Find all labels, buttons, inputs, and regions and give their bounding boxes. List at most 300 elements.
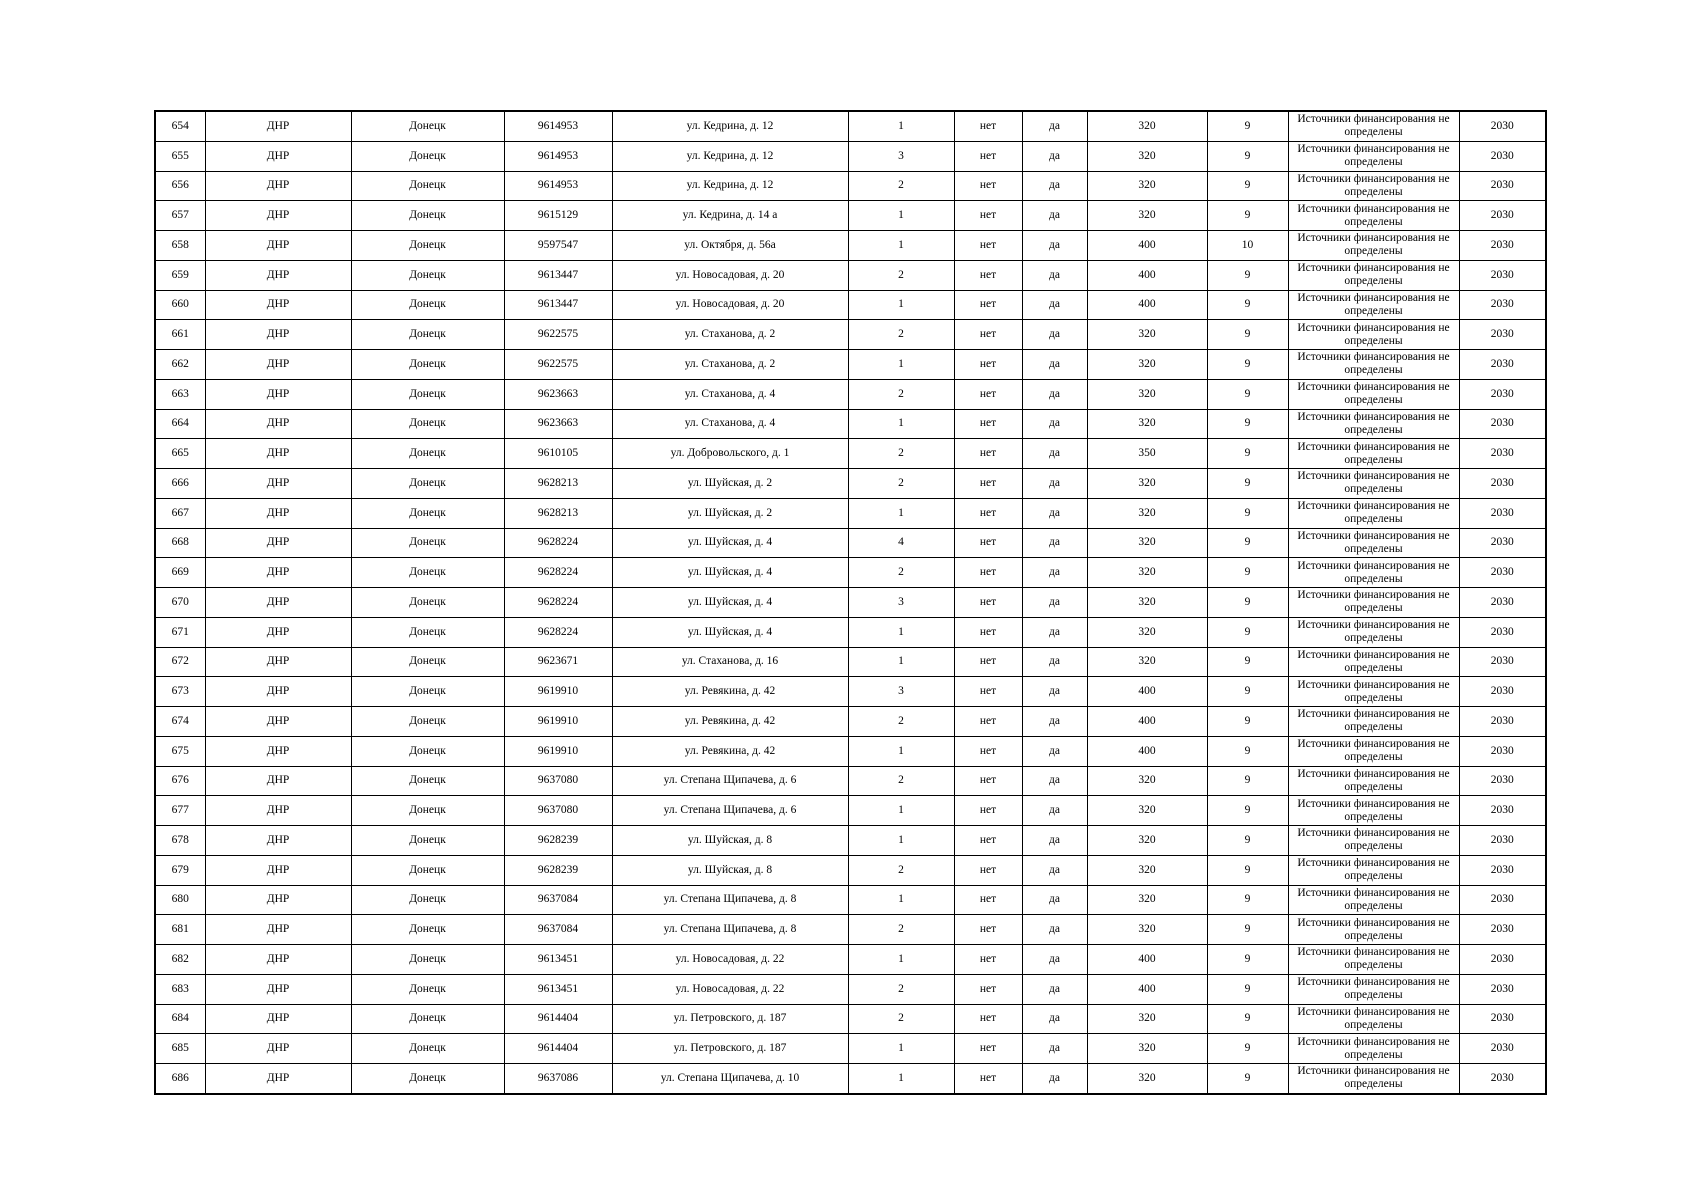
cell-row-number: 662: [155, 350, 205, 380]
table-row: [155, 260, 1546, 290]
cell-city: Донецк: [351, 1004, 504, 1034]
cell-value-9: 400: [1087, 707, 1207, 737]
cell-funding-source: Источники финансирования не определены: [1288, 1064, 1459, 1094]
cell-floors: 9: [1207, 826, 1288, 856]
cell-entrance: 1: [848, 885, 954, 915]
cell-field-8: да: [1022, 260, 1087, 290]
cell-year: 2030: [1459, 528, 1546, 558]
cell-entrance: 2: [848, 707, 954, 737]
cell-object-code: 9614404: [504, 1034, 612, 1064]
cell-year: 2030: [1459, 707, 1546, 737]
cell-object-code: 9597547: [504, 231, 612, 261]
cell-year: 2030: [1459, 379, 1546, 409]
table-row: [155, 1004, 1546, 1034]
cell-region: ДНР: [205, 1034, 351, 1064]
cell-city: Донецк: [351, 945, 504, 975]
cell-value-9: 320: [1087, 915, 1207, 945]
cell-region: ДНР: [205, 469, 351, 499]
cell-value-9: 320: [1087, 1064, 1207, 1094]
cell-object-code: 9637084: [504, 885, 612, 915]
cell-floors: 9: [1207, 141, 1288, 171]
table-row: [155, 855, 1546, 885]
cell-city: Донецк: [351, 647, 504, 677]
table-row: [155, 796, 1546, 826]
cell-value-9: 320: [1087, 617, 1207, 647]
cell-floors: 9: [1207, 796, 1288, 826]
cell-object-code: 9613451: [504, 945, 612, 975]
table-row: [155, 617, 1546, 647]
cell-funding-source: Источники финансирования не определены: [1288, 588, 1459, 618]
cell-address: ул. Добровольского, д. 1: [612, 439, 848, 469]
cell-year: 2030: [1459, 796, 1546, 826]
cell-row-number: 680: [155, 885, 205, 915]
cell-city: Донецк: [351, 588, 504, 618]
cell-region: ДНР: [205, 379, 351, 409]
cell-funding-source: Источники финансирования не определены: [1288, 885, 1459, 915]
cell-field-7: нет: [954, 945, 1022, 975]
cell-entrance: 1: [848, 231, 954, 261]
cell-field-7: нет: [954, 409, 1022, 439]
table-row: [155, 231, 1546, 261]
cell-value-9: 320: [1087, 588, 1207, 618]
cell-row-number: 681: [155, 915, 205, 945]
cell-field-7: нет: [954, 766, 1022, 796]
table-row: [155, 201, 1546, 231]
cell-entrance: 2: [848, 260, 954, 290]
cell-city: Донецк: [351, 320, 504, 350]
cell-city: Донецк: [351, 766, 504, 796]
cell-address: ул. Стаханова, д. 2: [612, 350, 848, 380]
cell-address: ул. Степана Щипачева, д. 8: [612, 885, 848, 915]
table-row: [155, 409, 1546, 439]
cell-region: ДНР: [205, 528, 351, 558]
cell-entrance: 1: [848, 201, 954, 231]
table-row: [155, 469, 1546, 499]
cell-entrance: 2: [848, 469, 954, 499]
cell-object-code: 9628239: [504, 826, 612, 856]
table-body: [155, 111, 1546, 1094]
cell-entrance: 2: [848, 855, 954, 885]
cell-row-number: 678: [155, 826, 205, 856]
cell-field-7: нет: [954, 350, 1022, 380]
cell-object-code: 9628224: [504, 588, 612, 618]
cell-year: 2030: [1459, 974, 1546, 1004]
cell-field-7: нет: [954, 439, 1022, 469]
cell-region: ДНР: [205, 588, 351, 618]
cell-year: 2030: [1459, 826, 1546, 856]
cell-region: ДНР: [205, 945, 351, 975]
cell-row-number: 683: [155, 974, 205, 1004]
cell-value-9: 320: [1087, 469, 1207, 499]
cell-region: ДНР: [205, 409, 351, 439]
cell-city: Донецк: [351, 796, 504, 826]
cell-city: Донецк: [351, 171, 504, 201]
cell-floors: 9: [1207, 320, 1288, 350]
cell-address: ул. Шуйская, д. 8: [612, 826, 848, 856]
cell-field-8: да: [1022, 439, 1087, 469]
cell-address: ул. Стаханова, д. 4: [612, 379, 848, 409]
cell-city: Донецк: [351, 260, 504, 290]
cell-floors: 10: [1207, 231, 1288, 261]
cell-region: ДНР: [205, 974, 351, 1004]
table-row: [155, 945, 1546, 975]
cell-address: ул. Степана Щипачева, д. 10: [612, 1064, 848, 1094]
cell-field-8: да: [1022, 736, 1087, 766]
cell-field-7: нет: [954, 379, 1022, 409]
cell-address: ул. Новосадовая, д. 20: [612, 290, 848, 320]
cell-address: ул. Новосадовая, д. 22: [612, 974, 848, 1004]
table-row: [155, 498, 1546, 528]
cell-field-8: да: [1022, 141, 1087, 171]
cell-row-number: 685: [155, 1034, 205, 1064]
cell-funding-source: Источники финансирования не определены: [1288, 111, 1459, 141]
cell-field-8: да: [1022, 707, 1087, 737]
cell-address: ул. Новосадовая, д. 22: [612, 945, 848, 975]
cell-funding-source: Источники финансирования не определены: [1288, 141, 1459, 171]
cell-field-8: да: [1022, 885, 1087, 915]
cell-value-9: 400: [1087, 290, 1207, 320]
cell-city: Донецк: [351, 974, 504, 1004]
cell-floors: 9: [1207, 379, 1288, 409]
cell-city: Донецк: [351, 409, 504, 439]
cell-object-code: 9619910: [504, 736, 612, 766]
cell-value-9: 400: [1087, 260, 1207, 290]
cell-year: 2030: [1459, 885, 1546, 915]
cell-entrance: 2: [848, 439, 954, 469]
cell-year: 2030: [1459, 201, 1546, 231]
cell-value-9: 320: [1087, 766, 1207, 796]
cell-field-7: нет: [954, 736, 1022, 766]
cell-region: ДНР: [205, 201, 351, 231]
cell-funding-source: Источники финансирования не определены: [1288, 201, 1459, 231]
cell-address: ул. Петровского, д. 187: [612, 1034, 848, 1064]
cell-entrance: 1: [848, 736, 954, 766]
cell-city: Донецк: [351, 1034, 504, 1064]
cell-field-7: нет: [954, 320, 1022, 350]
cell-year: 2030: [1459, 320, 1546, 350]
cell-region: ДНР: [205, 320, 351, 350]
cell-field-7: нет: [954, 171, 1022, 201]
cell-row-number: 663: [155, 379, 205, 409]
cell-city: Донецк: [351, 855, 504, 885]
cell-row-number: 664: [155, 409, 205, 439]
cell-region: ДНР: [205, 796, 351, 826]
cell-object-code: 9613447: [504, 290, 612, 320]
cell-entrance: 2: [848, 558, 954, 588]
cell-funding-source: Источники финансирования не определены: [1288, 498, 1459, 528]
cell-row-number: 669: [155, 558, 205, 588]
cell-row-number: 657: [155, 201, 205, 231]
cell-field-7: нет: [954, 1064, 1022, 1094]
cell-floors: 9: [1207, 617, 1288, 647]
cell-city: Донецк: [351, 1064, 504, 1094]
cell-value-9: 320: [1087, 885, 1207, 915]
cell-entrance: 1: [848, 647, 954, 677]
cell-row-number: 675: [155, 736, 205, 766]
cell-value-9: 320: [1087, 171, 1207, 201]
cell-row-number: 666: [155, 469, 205, 499]
cell-object-code: 9623671: [504, 647, 612, 677]
cell-year: 2030: [1459, 766, 1546, 796]
cell-address: ул. Шуйская, д. 4: [612, 528, 848, 558]
cell-city: Донецк: [351, 707, 504, 737]
cell-address: ул. Степана Щипачева, д. 6: [612, 796, 848, 826]
cell-field-7: нет: [954, 915, 1022, 945]
cell-entrance: 4: [848, 528, 954, 558]
cell-funding-source: Источники финансирования не определены: [1288, 171, 1459, 201]
cell-floors: 9: [1207, 260, 1288, 290]
cell-funding-source: Источники финансирования не определены: [1288, 945, 1459, 975]
cell-value-9: 400: [1087, 945, 1207, 975]
cell-region: ДНР: [205, 231, 351, 261]
table-row: [155, 111, 1546, 141]
cell-object-code: 9623663: [504, 409, 612, 439]
cell-year: 2030: [1459, 439, 1546, 469]
cell-value-9: 320: [1087, 498, 1207, 528]
cell-value-9: 320: [1087, 1034, 1207, 1064]
cell-floors: 9: [1207, 439, 1288, 469]
cell-entrance: 3: [848, 141, 954, 171]
cell-year: 2030: [1459, 1034, 1546, 1064]
cell-field-7: нет: [954, 677, 1022, 707]
cell-field-8: да: [1022, 469, 1087, 499]
cell-value-9: 320: [1087, 796, 1207, 826]
cell-floors: 9: [1207, 558, 1288, 588]
cell-entrance: 2: [848, 320, 954, 350]
cell-object-code: 9619910: [504, 677, 612, 707]
cell-field-7: нет: [954, 885, 1022, 915]
cell-year: 2030: [1459, 558, 1546, 588]
cell-funding-source: Источники финансирования не определены: [1288, 855, 1459, 885]
cell-year: 2030: [1459, 111, 1546, 141]
cell-field-8: да: [1022, 290, 1087, 320]
cell-entrance: 1: [848, 1064, 954, 1094]
cell-city: Донецк: [351, 885, 504, 915]
cell-entrance: 2: [848, 379, 954, 409]
cell-year: 2030: [1459, 855, 1546, 885]
cell-floors: 9: [1207, 974, 1288, 1004]
cell-funding-source: Источники финансирования не определены: [1288, 409, 1459, 439]
cell-object-code: 9637086: [504, 1064, 612, 1094]
cell-value-9: 320: [1087, 409, 1207, 439]
cell-field-8: да: [1022, 915, 1087, 945]
table-row: [155, 826, 1546, 856]
cell-region: ДНР: [205, 766, 351, 796]
cell-object-code: 9614404: [504, 1004, 612, 1034]
cell-object-code: 9637080: [504, 796, 612, 826]
cell-object-code: 9614953: [504, 171, 612, 201]
cell-field-7: нет: [954, 1034, 1022, 1064]
table-row: [155, 647, 1546, 677]
cell-floors: 9: [1207, 171, 1288, 201]
cell-funding-source: Источники финансирования не определены: [1288, 915, 1459, 945]
cell-field-7: нет: [954, 796, 1022, 826]
table-row: [155, 915, 1546, 945]
cell-row-number: 671: [155, 617, 205, 647]
cell-funding-source: Источники финансирования не определены: [1288, 826, 1459, 856]
cell-field-8: да: [1022, 796, 1087, 826]
cell-funding-source: Источники финансирования не определены: [1288, 528, 1459, 558]
cell-year: 2030: [1459, 141, 1546, 171]
cell-value-9: 320: [1087, 201, 1207, 231]
cell-floors: 9: [1207, 766, 1288, 796]
cell-city: Донецк: [351, 350, 504, 380]
cell-field-8: да: [1022, 171, 1087, 201]
cell-region: ДНР: [205, 855, 351, 885]
cell-entrance: 1: [848, 111, 954, 141]
cell-field-8: да: [1022, 201, 1087, 231]
cell-value-9: 400: [1087, 974, 1207, 1004]
cell-value-9: 350: [1087, 439, 1207, 469]
cell-floors: 9: [1207, 498, 1288, 528]
table-row: [155, 766, 1546, 796]
table-row: [155, 350, 1546, 380]
cell-address: ул. Шуйская, д. 4: [612, 617, 848, 647]
cell-region: ДНР: [205, 1064, 351, 1094]
cell-city: Донецк: [351, 290, 504, 320]
cell-entrance: 1: [848, 617, 954, 647]
cell-region: ДНР: [205, 826, 351, 856]
cell-field-7: нет: [954, 707, 1022, 737]
cell-address: ул. Степана Щипачева, д. 6: [612, 766, 848, 796]
cell-object-code: 9613451: [504, 974, 612, 1004]
cell-field-7: нет: [954, 617, 1022, 647]
table-row: [155, 1064, 1546, 1094]
cell-floors: 9: [1207, 1064, 1288, 1094]
cell-address: ул. Стаханова, д. 2: [612, 320, 848, 350]
cell-address: ул. Новосадовая, д. 20: [612, 260, 848, 290]
cell-address: ул. Кедрина, д. 14 а: [612, 201, 848, 231]
cell-entrance: 1: [848, 409, 954, 439]
cell-year: 2030: [1459, 231, 1546, 261]
cell-row-number: 686: [155, 1064, 205, 1094]
cell-region: ДНР: [205, 558, 351, 588]
cell-row-number: 672: [155, 647, 205, 677]
table-row: [155, 439, 1546, 469]
cell-year: 2030: [1459, 171, 1546, 201]
cell-field-8: да: [1022, 677, 1087, 707]
cell-entrance: 2: [848, 766, 954, 796]
cell-entrance: 3: [848, 588, 954, 618]
cell-field-8: да: [1022, 409, 1087, 439]
cell-field-8: да: [1022, 558, 1087, 588]
table-row: [155, 1034, 1546, 1064]
cell-field-7: нет: [954, 201, 1022, 231]
cell-field-7: нет: [954, 498, 1022, 528]
cell-city: Донецк: [351, 111, 504, 141]
cell-value-9: 320: [1087, 855, 1207, 885]
cell-floors: 9: [1207, 409, 1288, 439]
cell-field-7: нет: [954, 588, 1022, 618]
cell-region: ДНР: [205, 171, 351, 201]
cell-year: 2030: [1459, 588, 1546, 618]
cell-field-7: нет: [954, 231, 1022, 261]
cell-region: ДНР: [205, 647, 351, 677]
cell-city: Донецк: [351, 617, 504, 647]
cell-funding-source: Источники финансирования не определены: [1288, 320, 1459, 350]
cell-region: ДНР: [205, 260, 351, 290]
cell-value-9: 320: [1087, 111, 1207, 141]
cell-address: ул. Ревякина, д. 42: [612, 677, 848, 707]
cell-city: Донецк: [351, 528, 504, 558]
cell-city: Донецк: [351, 677, 504, 707]
cell-object-code: 9637084: [504, 915, 612, 945]
cell-object-code: 9628213: [504, 498, 612, 528]
cell-object-code: 9628224: [504, 528, 612, 558]
cell-city: Донецк: [351, 469, 504, 499]
cell-row-number: 673: [155, 677, 205, 707]
cell-row-number: 684: [155, 1004, 205, 1034]
cell-field-8: да: [1022, 1004, 1087, 1034]
cell-value-9: 320: [1087, 1004, 1207, 1034]
cell-address: ул. Октября, д. 56а: [612, 231, 848, 261]
cell-address: ул. Шуйская, д. 4: [612, 588, 848, 618]
cell-year: 2030: [1459, 677, 1546, 707]
cell-field-7: нет: [954, 647, 1022, 677]
cell-row-number: 665: [155, 439, 205, 469]
cell-field-7: нет: [954, 141, 1022, 171]
cell-funding-source: Источники финансирования не определены: [1288, 707, 1459, 737]
cell-region: ДНР: [205, 290, 351, 320]
cell-field-8: да: [1022, 320, 1087, 350]
cell-floors: 9: [1207, 290, 1288, 320]
cell-city: Донецк: [351, 498, 504, 528]
cell-field-8: да: [1022, 1034, 1087, 1064]
housing-register-table: [154, 110, 1547, 1095]
cell-row-number: 667: [155, 498, 205, 528]
cell-object-code: 9614953: [504, 141, 612, 171]
cell-field-8: да: [1022, 766, 1087, 796]
cell-year: 2030: [1459, 409, 1546, 439]
cell-region: ДНР: [205, 1004, 351, 1034]
cell-field-7: нет: [954, 855, 1022, 885]
cell-region: ДНР: [205, 498, 351, 528]
cell-entrance: 1: [848, 350, 954, 380]
cell-funding-source: Источники финансирования не определены: [1288, 1004, 1459, 1034]
cell-address: ул. Шуйская, д. 2: [612, 498, 848, 528]
cell-object-code: 9610105: [504, 439, 612, 469]
cell-value-9: 320: [1087, 350, 1207, 380]
table-row: [155, 677, 1546, 707]
cell-floors: 9: [1207, 707, 1288, 737]
cell-entrance: 1: [848, 290, 954, 320]
cell-year: 2030: [1459, 498, 1546, 528]
table-row: [155, 588, 1546, 618]
cell-floors: 9: [1207, 111, 1288, 141]
cell-funding-source: Источники финансирования не определены: [1288, 260, 1459, 290]
cell-city: Донецк: [351, 558, 504, 588]
table-row: [155, 558, 1546, 588]
cell-row-number: 670: [155, 588, 205, 618]
cell-value-9: 400: [1087, 231, 1207, 261]
table-row: [155, 141, 1546, 171]
cell-region: ДНР: [205, 736, 351, 766]
cell-address: ул. Шуйская, д. 2: [612, 469, 848, 499]
cell-object-code: 9622575: [504, 350, 612, 380]
cell-city: Донецк: [351, 231, 504, 261]
cell-field-8: да: [1022, 855, 1087, 885]
cell-field-8: да: [1022, 350, 1087, 380]
cell-year: 2030: [1459, 469, 1546, 499]
cell-value-9: 320: [1087, 528, 1207, 558]
cell-address: ул. Кедрина, д. 12: [612, 171, 848, 201]
cell-row-number: 668: [155, 528, 205, 558]
cell-object-code: 9614953: [504, 111, 612, 141]
cell-year: 2030: [1459, 1064, 1546, 1094]
cell-region: ДНР: [205, 677, 351, 707]
cell-city: Донецк: [351, 826, 504, 856]
cell-row-number: 656: [155, 171, 205, 201]
